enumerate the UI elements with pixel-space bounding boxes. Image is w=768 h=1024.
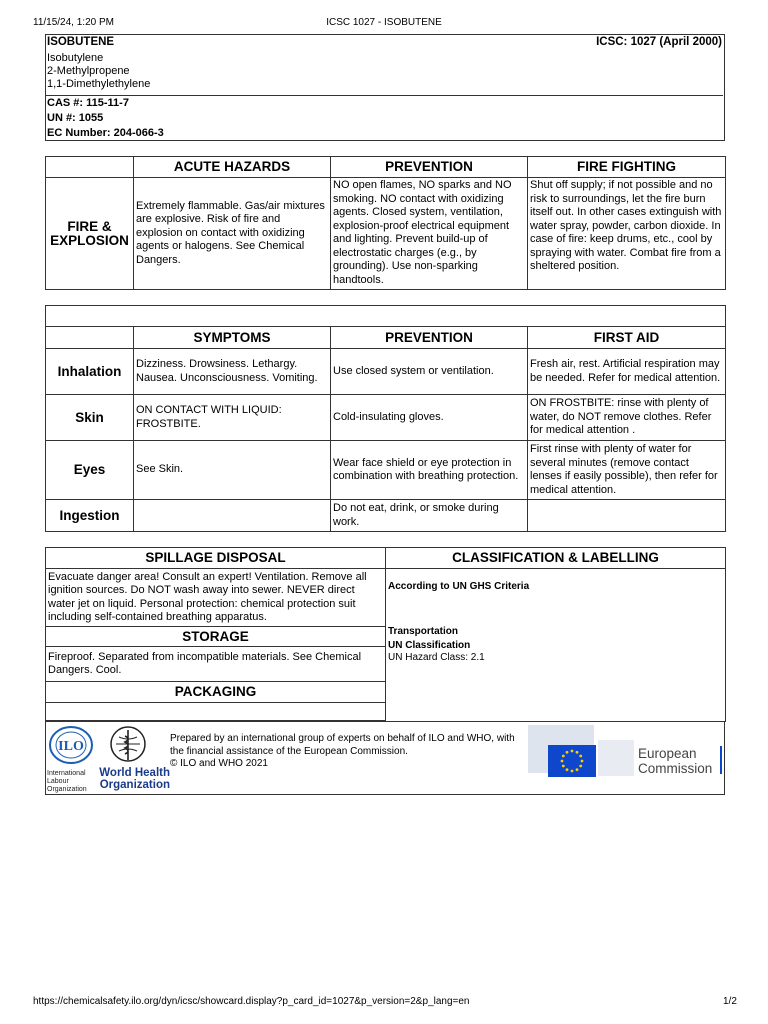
print-title: ICSC 1027 - ISOBUTENE: [326, 17, 442, 28]
prevention-cell: Wear face shield or eye protection in combination with breathing protection.: [331, 441, 528, 500]
synonym: Isobutylene: [47, 52, 104, 64]
fire-hazards-table: [45, 156, 726, 290]
prevention-cell: Do not eat, drink, or smoke during work.: [331, 500, 528, 532]
header-spillage-disposal: SPILLAGE DISPOSAL: [46, 548, 386, 569]
un-number: UN #: 1055: [47, 112, 104, 124]
row-label-fire-explosion: FIRE & EXPLOSION: [46, 178, 134, 290]
ilo-text: International Labour Organization: [47, 770, 87, 793]
who-logo: [108, 724, 148, 764]
who-emblem-icon: [108, 724, 148, 764]
ilo-emblem-icon: [48, 725, 94, 765]
footer-box: [45, 721, 725, 795]
storage-text: Fireproof. Separated from incompatible materials. See Chemical Dangers. Cool.: [46, 647, 386, 682]
symptoms-cell: [134, 500, 331, 532]
table-row: [46, 349, 726, 395]
first-aid-cell: ON FROSTBITE: rinse with plenty of water, do NOT remove clothes. Refer for medical attention .: [528, 395, 726, 441]
eu-flag: [548, 745, 596, 777]
header-fire-fighting: FIRE FIGHTING: [528, 157, 726, 178]
identity-names: [46, 35, 723, 96]
cas-number: CAS #: 115-11-7: [47, 97, 129, 109]
copyright-text: © ILO and WHO 2021: [170, 758, 268, 769]
spillage-classification-table: [45, 547, 726, 722]
ec-building-graphic: [598, 740, 634, 776]
classification-cell: [386, 569, 726, 722]
empty-corner: [46, 327, 134, 349]
un-hazard-class: UN Hazard Class: 2.1: [388, 652, 485, 663]
svg-text:ILO: ILO: [58, 739, 84, 754]
icsc-number: ICSC: 1027 (April 2000): [596, 36, 722, 48]
header-classification: CLASSIFICATION & LABELLING: [386, 548, 726, 569]
header-storage: STORAGE: [46, 627, 386, 647]
print-datetime: 11/15/24, 1:20 PM: [33, 17, 114, 28]
eu-flag-icon: [548, 745, 596, 777]
table-row: [46, 500, 726, 532]
un-classification-label: UN Classification: [388, 640, 471, 651]
prevention-cell: Use closed system or ventilation.: [331, 349, 528, 395]
first-aid-cell: [528, 500, 726, 532]
chemical-name: ISOBUTENE: [47, 36, 115, 48]
ilo-logo: [48, 725, 94, 767]
row-label-eyes: Eyes: [46, 441, 134, 500]
synonym: 1,1-Dimethylethylene: [47, 78, 151, 90]
row-label-inhalation: Inhalation: [46, 349, 134, 395]
ec-number: EC Number: 204-066-3: [47, 127, 164, 139]
prevention-cell: Cold-insulating gloves.: [331, 395, 528, 441]
transportation-label: Transportation: [388, 626, 459, 637]
header-prevention: PREVENTION: [331, 157, 528, 178]
symptoms-cell: See Skin.: [134, 441, 331, 500]
fire-prevention-text: NO open flames, NO sparks and NO smoking. NO contact with oxidizing agents. Closed system, ventilation, explosion-proof electrical equipment and lighting. Prevent build-up of electrostatic charges (e.g., by grounding). Use non-sparking handtools.: [331, 178, 528, 290]
spillage-text: Evacuate danger area! Consult an expert! Ventilation. Remove all ignition sources. Do NOT wash away into sewer. NEVER direct water jet on liquid. Personal protection: chemical protection suit including self-contained breathing apparatus.: [46, 569, 386, 627]
header-symptoms: SYMPTOMS: [134, 327, 331, 349]
header-packaging: PACKAGING: [46, 682, 386, 703]
ghs-criteria: According to UN GHS Criteria: [388, 581, 530, 592]
fire-fighting-text: Shut off supply; if not possible and no risk to surroundings, let the fire burn itself out. In other cases extinguish with water spray, powder, carbon dioxide. In case of fire: keep drums, etc., cool by spraying with water. Combat fire from a sheltered position.: [528, 178, 726, 290]
first-aid-cell: Fresh air, rest. Artificial respiration may be needed. Refer for medical attention.: [528, 349, 726, 395]
header-first-aid: FIRST AID: [528, 327, 726, 349]
page-url[interactable]: https://chemicalsafety.ilo.org/dyn/icsc/showcard.display?p_card_id=1027&p_version=2&p_lang=en: [33, 996, 470, 1007]
symptoms-cell: ON CONTACT WITH LIQUID: FROSTBITE.: [134, 395, 331, 441]
header-prevention: PREVENTION: [331, 327, 528, 349]
page-number: 1/2: [723, 996, 737, 1007]
table-row: [46, 395, 726, 441]
packaging-text: [46, 703, 386, 721]
who-text: World Health Organization: [99, 767, 170, 791]
synonym: 2-Methylpropene: [47, 65, 130, 77]
first-aid-cell: First rinse with plenty of water for several minutes (remove contact lenses if easily possible), then refer for medical attention.: [528, 441, 726, 500]
empty-corner: [46, 157, 134, 178]
table-row: [46, 441, 726, 500]
exposure-title-row: [46, 306, 726, 327]
row-label-ingestion: Ingestion: [46, 500, 134, 532]
acute-hazards-text: Extremely flammable. Gas/air mixtures are explosive. Risk of fire and explosion on contact with oxidizing agents or halogens. See Chemical Dangers.: [134, 178, 331, 290]
row-label-skin: Skin: [46, 395, 134, 441]
symptoms-cell: Dizziness. Drowsiness. Lethargy. Nausea. Unconsciousness. Vomiting.: [134, 349, 331, 395]
header-acute-hazards: ACUTE HAZARDS: [134, 157, 331, 178]
exposure-table: [45, 305, 726, 532]
ec-divider: [720, 746, 722, 774]
prepared-text: Prepared by an international group of experts on behalf of ILO and WHO, with the financial assistance of the European Commission.: [170, 733, 515, 757]
identity-box: [45, 34, 725, 141]
ec-text: European Commission: [638, 746, 713, 776]
